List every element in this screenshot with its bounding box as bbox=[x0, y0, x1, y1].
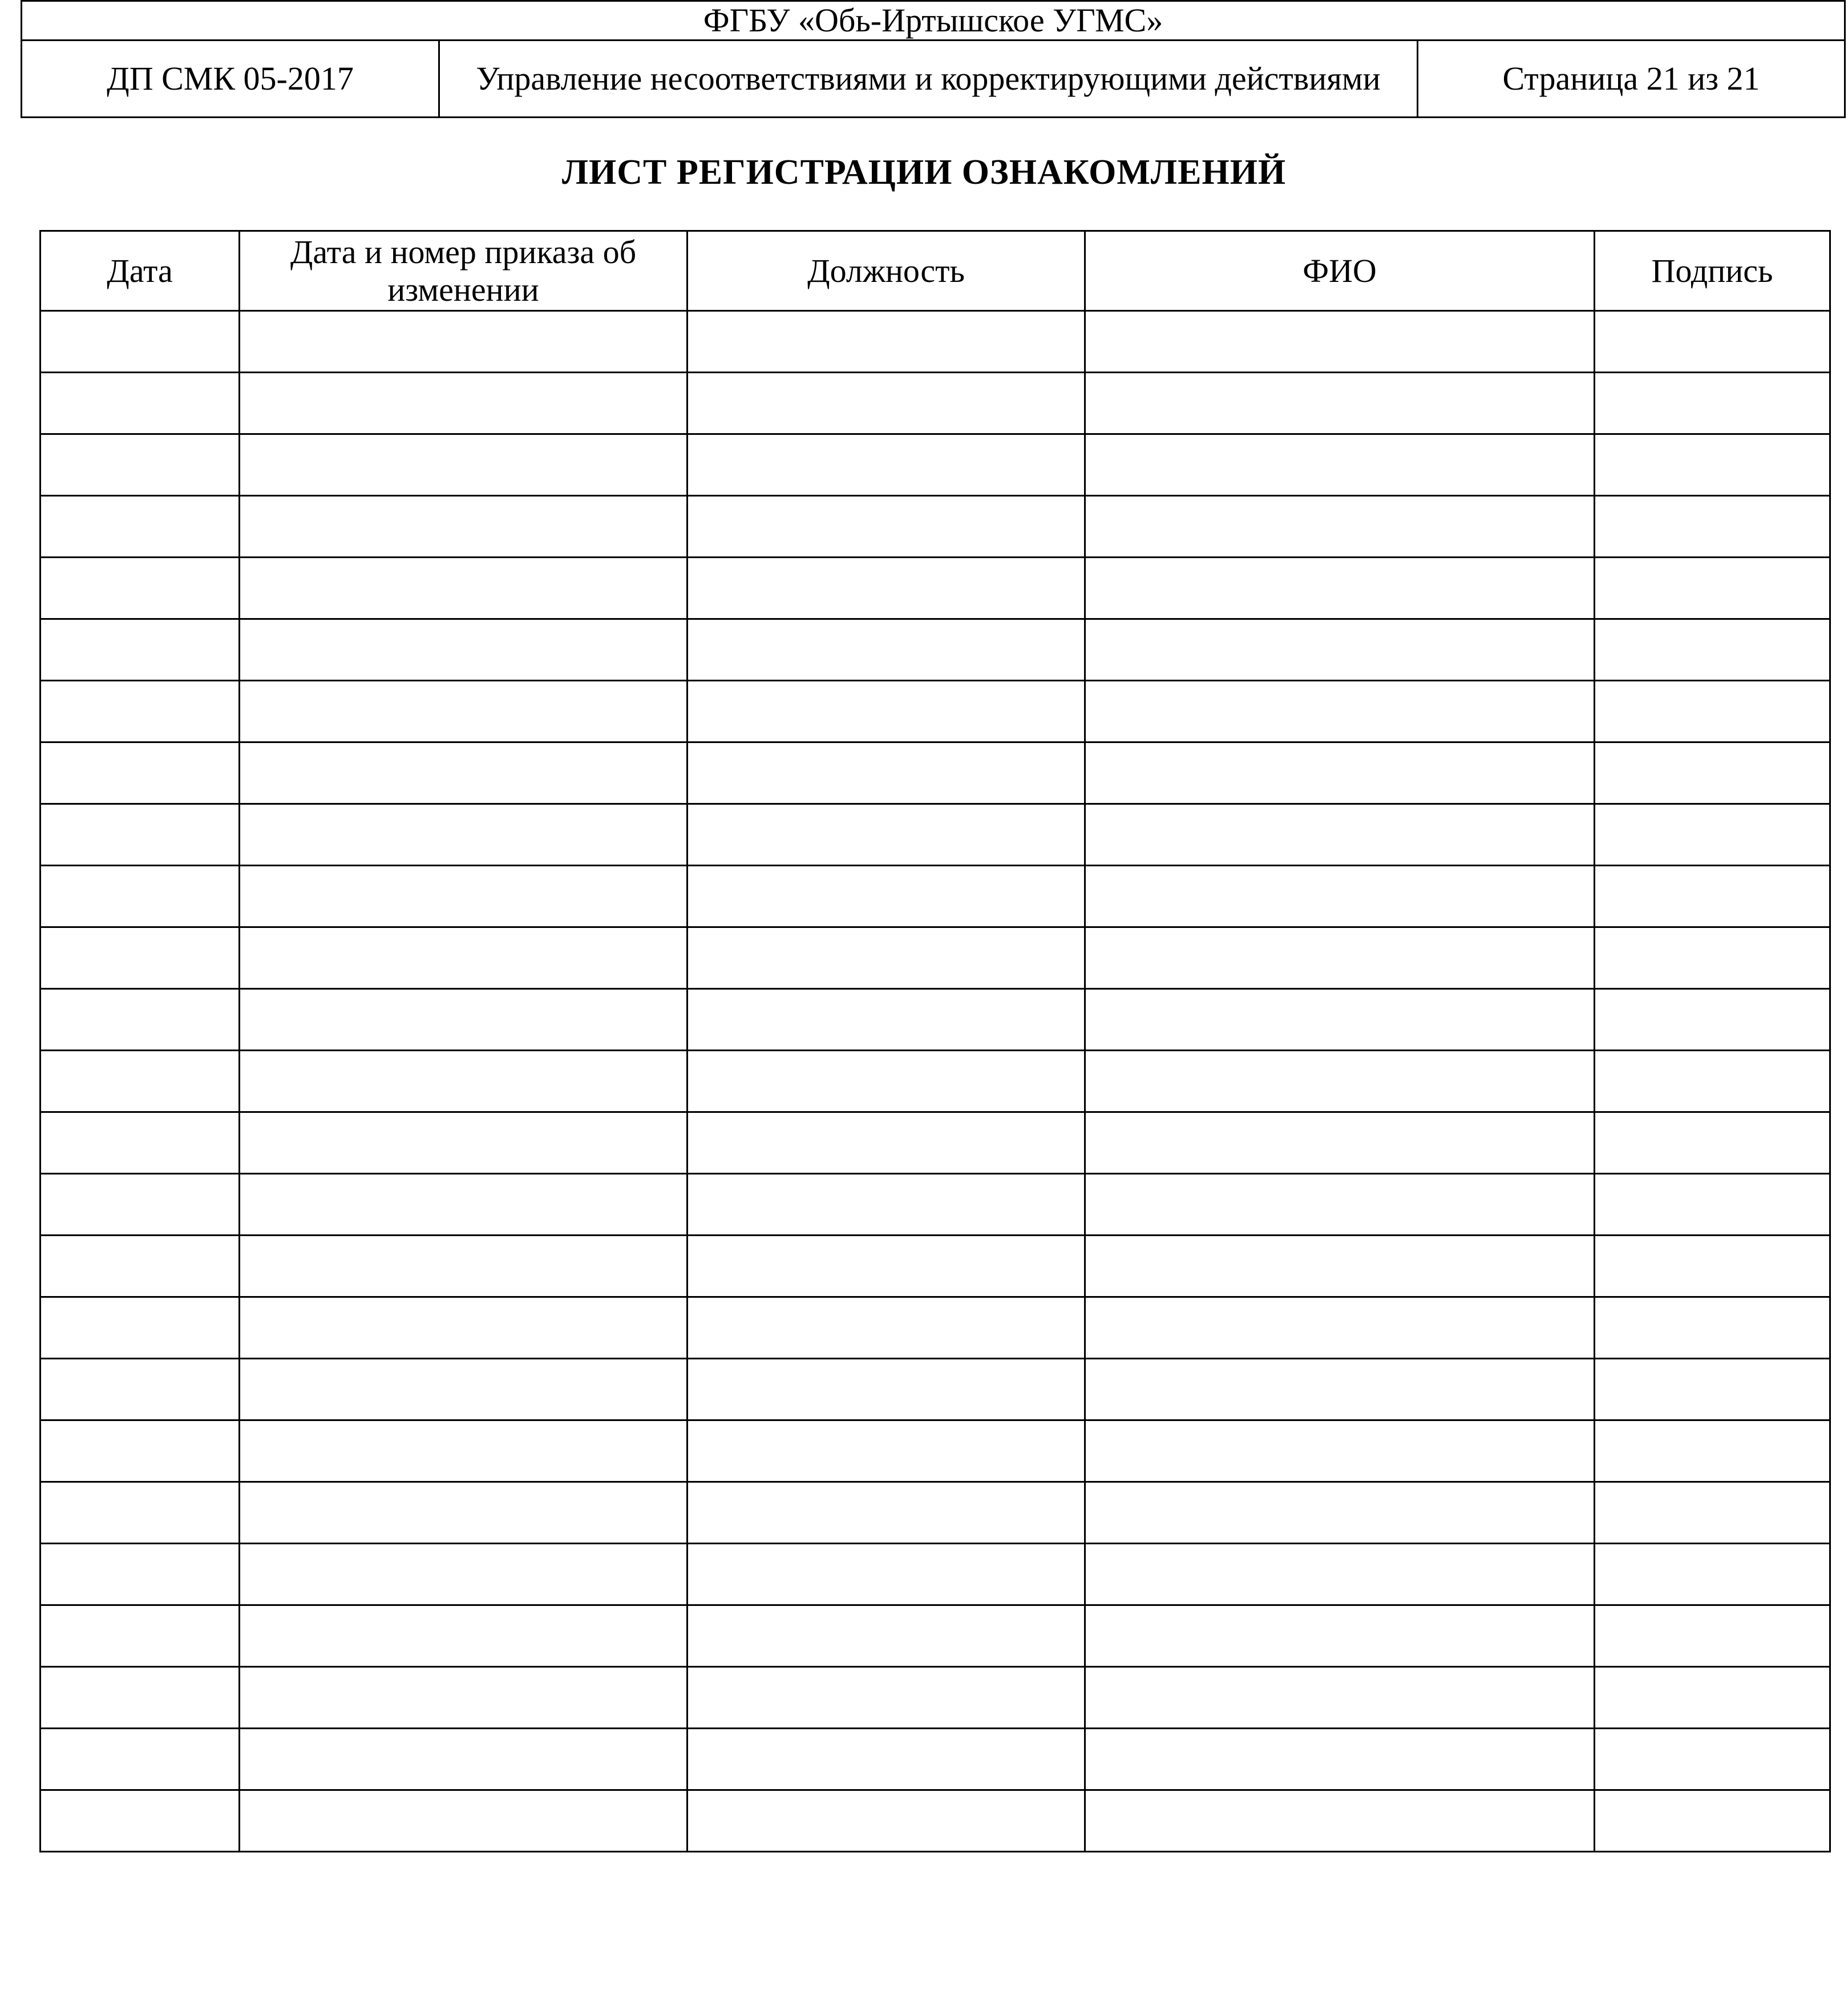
cell-position bbox=[688, 1236, 1085, 1297]
cell-date bbox=[41, 373, 240, 434]
cell-order bbox=[240, 1544, 688, 1605]
cell-signature bbox=[1595, 1112, 1830, 1174]
cell-full-name bbox=[1085, 1174, 1595, 1236]
cell-order bbox=[240, 1051, 688, 1112]
cell-signature bbox=[1595, 496, 1830, 558]
table-row bbox=[41, 1482, 1830, 1544]
page-number: Страница 21 из 21 bbox=[1418, 41, 1845, 118]
document-header bbox=[21, 0, 1846, 118]
column-header-signature: Подпись bbox=[1595, 231, 1830, 311]
table-row bbox=[41, 1174, 1830, 1236]
cell-date bbox=[41, 1112, 240, 1174]
cell-position bbox=[688, 1790, 1085, 1852]
cell-order bbox=[240, 989, 688, 1051]
cell-signature bbox=[1595, 742, 1830, 804]
cell-date bbox=[41, 681, 240, 742]
cell-order bbox=[240, 1420, 688, 1482]
table-row bbox=[41, 434, 1830, 496]
table-row bbox=[41, 1297, 1830, 1359]
cell-full-name bbox=[1085, 866, 1595, 927]
cell-date bbox=[41, 989, 240, 1051]
cell-position bbox=[688, 1420, 1085, 1482]
cell-order bbox=[240, 1667, 688, 1729]
cell-date bbox=[41, 496, 240, 558]
cell-full-name bbox=[1085, 1112, 1595, 1174]
cell-signature bbox=[1595, 1482, 1830, 1544]
column-header-position: Должность bbox=[688, 231, 1085, 311]
cell-date bbox=[41, 434, 240, 496]
cell-full-name bbox=[1085, 496, 1595, 558]
cell-order bbox=[240, 558, 688, 619]
cell-order bbox=[240, 1297, 688, 1359]
table-row bbox=[41, 496, 1830, 558]
table-row bbox=[41, 1051, 1830, 1112]
cell-position bbox=[688, 866, 1085, 927]
cell-date bbox=[41, 619, 240, 681]
cell-order bbox=[240, 804, 688, 866]
cell-full-name bbox=[1085, 1420, 1595, 1482]
table-header-row bbox=[41, 231, 1830, 311]
cell-position bbox=[688, 1174, 1085, 1236]
cell-date bbox=[41, 742, 240, 804]
cell-full-name bbox=[1085, 989, 1595, 1051]
cell-signature bbox=[1595, 681, 1830, 742]
cell-order bbox=[240, 311, 688, 373]
table-row bbox=[41, 1790, 1830, 1852]
cell-signature bbox=[1595, 989, 1830, 1051]
cell-order bbox=[240, 1605, 688, 1667]
cell-full-name bbox=[1085, 619, 1595, 681]
cell-signature bbox=[1595, 619, 1830, 681]
cell-full-name bbox=[1085, 373, 1595, 434]
table-row bbox=[41, 804, 1830, 866]
cell-signature bbox=[1595, 558, 1830, 619]
cell-position bbox=[688, 1112, 1085, 1174]
table-row bbox=[41, 1544, 1830, 1605]
table-row bbox=[41, 1729, 1830, 1790]
cell-signature bbox=[1595, 1359, 1830, 1420]
cell-full-name bbox=[1085, 1667, 1595, 1729]
cell-position bbox=[688, 681, 1085, 742]
cell-full-name bbox=[1085, 1051, 1595, 1112]
sheet-title: ЛИСТ РЕГИСТРАЦИИ ОЗНАКОМЛЕНИЙ bbox=[561, 153, 1287, 192]
cell-position bbox=[688, 558, 1085, 619]
cell-signature bbox=[1595, 434, 1830, 496]
table-row bbox=[41, 1236, 1830, 1297]
document-title: Управление несоответствиями и корректирующими действиями bbox=[439, 41, 1418, 118]
column-header-date: Дата bbox=[41, 231, 240, 311]
cell-signature bbox=[1595, 804, 1830, 866]
cell-position bbox=[688, 1544, 1085, 1605]
cell-order bbox=[240, 742, 688, 804]
cell-order bbox=[240, 866, 688, 927]
cell-full-name bbox=[1085, 804, 1595, 866]
cell-signature bbox=[1595, 1544, 1830, 1605]
cell-signature bbox=[1595, 311, 1830, 373]
cell-date bbox=[41, 1482, 240, 1544]
cell-date bbox=[41, 1420, 240, 1482]
cell-position bbox=[688, 1359, 1085, 1420]
cell-order bbox=[240, 1790, 688, 1852]
cell-position bbox=[688, 927, 1085, 989]
cell-full-name bbox=[1085, 434, 1595, 496]
table-row bbox=[41, 1667, 1830, 1729]
cell-date bbox=[41, 866, 240, 927]
cell-order bbox=[240, 1236, 688, 1297]
cell-signature bbox=[1595, 1297, 1830, 1359]
cell-signature bbox=[1595, 866, 1830, 927]
cell-order bbox=[240, 1359, 688, 1420]
cell-order bbox=[240, 927, 688, 989]
cell-signature bbox=[1595, 927, 1830, 989]
cell-order bbox=[240, 619, 688, 681]
table-row bbox=[41, 1112, 1830, 1174]
cell-signature bbox=[1595, 1729, 1830, 1790]
cell-date bbox=[41, 1236, 240, 1297]
cell-date bbox=[41, 1729, 240, 1790]
cell-position bbox=[688, 619, 1085, 681]
table-row bbox=[41, 619, 1830, 681]
cell-full-name bbox=[1085, 927, 1595, 989]
cell-full-name bbox=[1085, 1297, 1595, 1359]
cell-order bbox=[240, 373, 688, 434]
table-row bbox=[41, 373, 1830, 434]
cell-position bbox=[688, 1051, 1085, 1112]
cell-order bbox=[240, 496, 688, 558]
cell-full-name bbox=[1085, 311, 1595, 373]
table-row bbox=[41, 742, 1830, 804]
cell-date bbox=[41, 558, 240, 619]
cell-date bbox=[41, 311, 240, 373]
cell-signature bbox=[1595, 373, 1830, 434]
table-row bbox=[41, 681, 1830, 742]
cell-order bbox=[240, 434, 688, 496]
cell-position bbox=[688, 1667, 1085, 1729]
table-row bbox=[41, 866, 1830, 927]
cell-date bbox=[41, 1051, 240, 1112]
cell-signature bbox=[1595, 1420, 1830, 1482]
cell-full-name bbox=[1085, 1236, 1595, 1297]
table-row bbox=[41, 1359, 1830, 1420]
column-header-order: Дата и номер приказа об изменении bbox=[240, 231, 688, 311]
table-row bbox=[41, 989, 1830, 1051]
cell-full-name bbox=[1085, 1729, 1595, 1790]
cell-full-name bbox=[1085, 1790, 1595, 1852]
table-row bbox=[41, 1420, 1830, 1482]
table-row bbox=[41, 558, 1830, 619]
cell-position bbox=[688, 1729, 1085, 1790]
cell-signature bbox=[1595, 1051, 1830, 1112]
cell-position bbox=[688, 804, 1085, 866]
cell-full-name bbox=[1085, 1482, 1595, 1544]
cell-order bbox=[240, 1729, 688, 1790]
cell-position bbox=[688, 434, 1085, 496]
cell-position bbox=[688, 373, 1085, 434]
cell-signature bbox=[1595, 1790, 1830, 1852]
cell-date bbox=[41, 1359, 240, 1420]
cell-date bbox=[41, 1667, 240, 1729]
cell-date bbox=[41, 927, 240, 989]
cell-position bbox=[688, 1297, 1085, 1359]
cell-position bbox=[688, 742, 1085, 804]
cell-date bbox=[41, 1544, 240, 1605]
cell-date bbox=[41, 1605, 240, 1667]
cell-signature bbox=[1595, 1236, 1830, 1297]
cell-position bbox=[688, 1482, 1085, 1544]
cell-position bbox=[688, 989, 1085, 1051]
cell-order bbox=[240, 1112, 688, 1174]
cell-date bbox=[41, 1297, 240, 1359]
cell-position bbox=[688, 1605, 1085, 1667]
cell-full-name bbox=[1085, 742, 1595, 804]
cell-full-name bbox=[1085, 1359, 1595, 1420]
table-row bbox=[41, 927, 1830, 989]
cell-full-name bbox=[1085, 681, 1595, 742]
cell-signature bbox=[1595, 1667, 1830, 1729]
cell-order bbox=[240, 681, 688, 742]
cell-full-name bbox=[1085, 558, 1595, 619]
column-header-full-name: ФИО bbox=[1085, 231, 1595, 311]
cell-full-name bbox=[1085, 1544, 1595, 1605]
table-row bbox=[41, 311, 1830, 373]
registration-table bbox=[39, 230, 1831, 1852]
cell-date bbox=[41, 1174, 240, 1236]
cell-position bbox=[688, 311, 1085, 373]
cell-order bbox=[240, 1482, 688, 1544]
cell-signature bbox=[1595, 1605, 1830, 1667]
organization-name: ФГБУ «Обь-Иртышское УГМС» bbox=[22, 1, 1845, 41]
cell-full-name bbox=[1085, 1605, 1595, 1667]
table-body bbox=[41, 311, 1830, 1852]
cell-date bbox=[41, 1790, 240, 1852]
table-row bbox=[41, 1605, 1830, 1667]
cell-position bbox=[688, 496, 1085, 558]
cell-date bbox=[41, 804, 240, 866]
cell-order bbox=[240, 1174, 688, 1236]
cell-signature bbox=[1595, 1174, 1830, 1236]
document-code: ДП СМК 05-2017 bbox=[22, 41, 439, 118]
